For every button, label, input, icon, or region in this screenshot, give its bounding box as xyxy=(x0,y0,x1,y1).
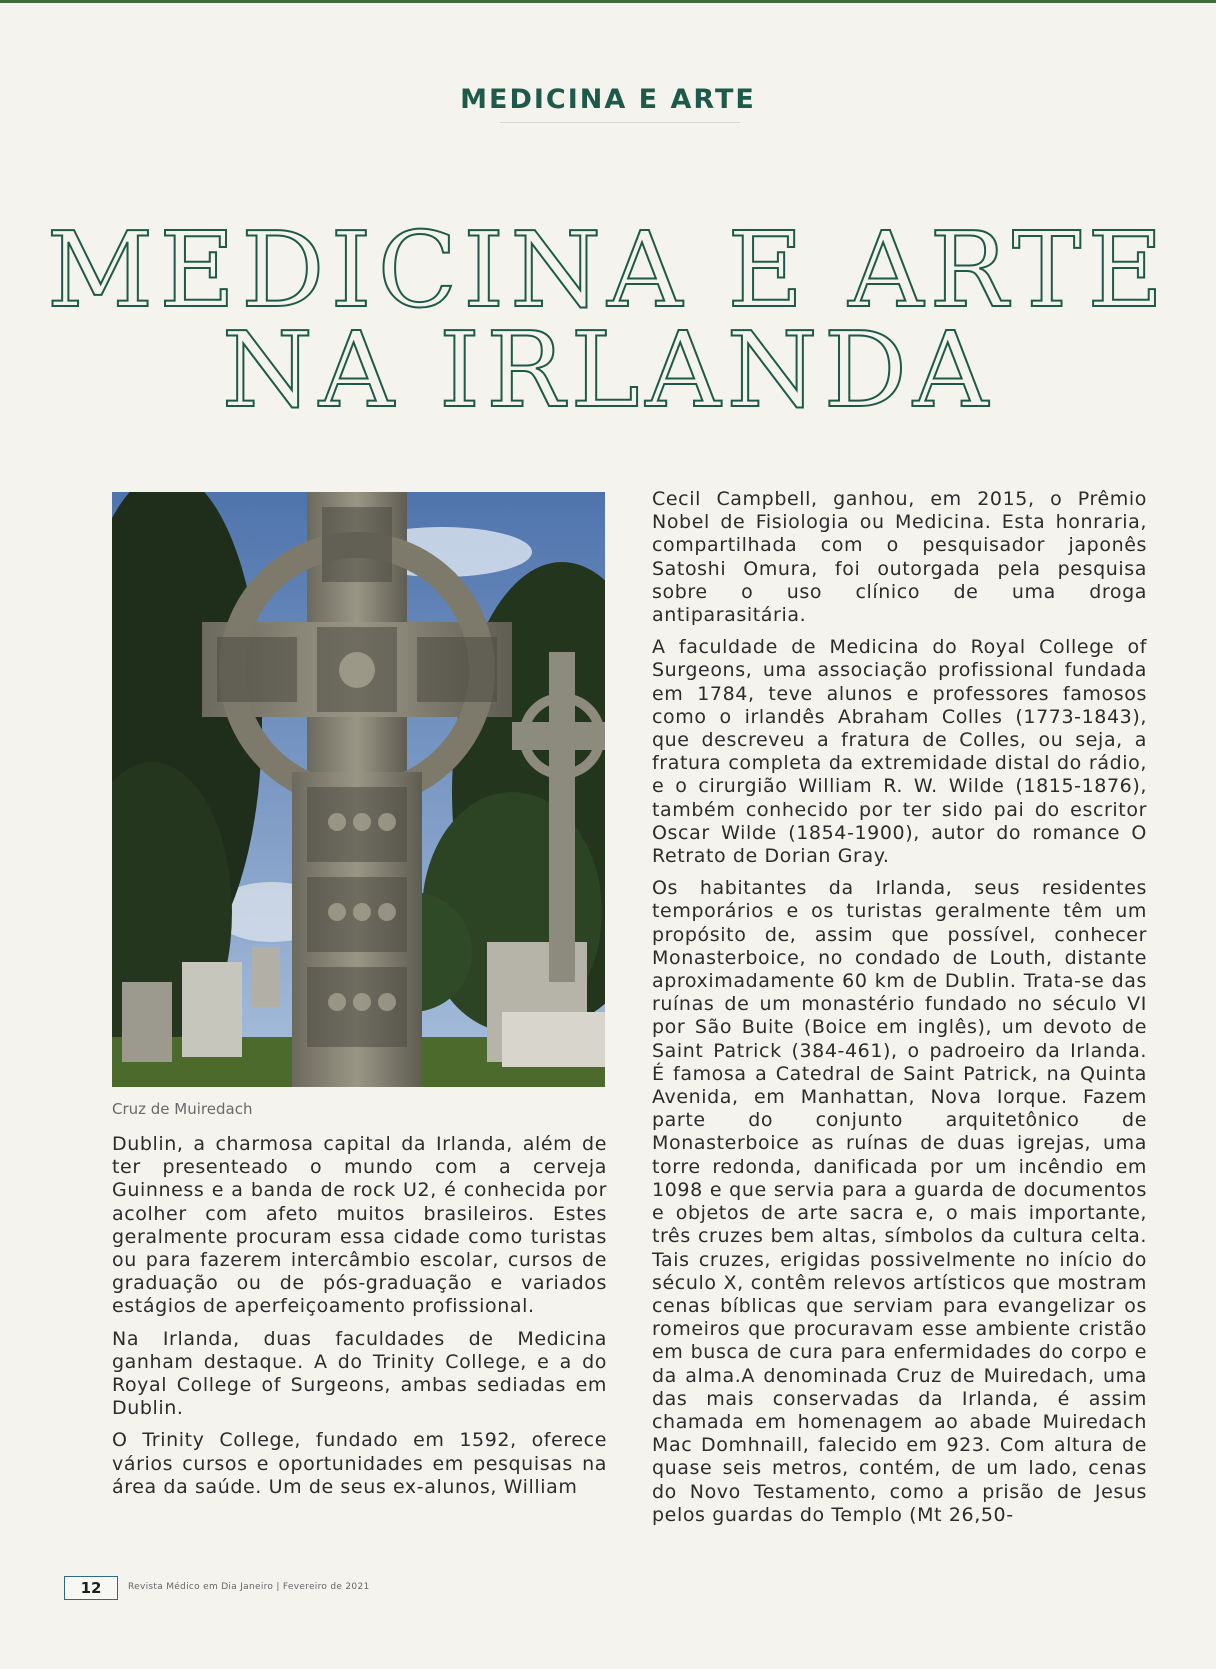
article-title xyxy=(0,209,1216,431)
paragraph: O Trinity College, fundado em 1592, oferece vários cursos e oportunidades em pesquisas na área da saúde. Um de seus ex-alunos, William xyxy=(112,1429,607,1498)
section-divider xyxy=(500,122,740,123)
section-label: MEDICINA E ARTE xyxy=(460,84,756,115)
page-number: 12 xyxy=(64,1576,118,1600)
paragraph: Na Irlanda, duas faculdades de Medicina ganham destaque. A do Trinity College, e a do Royal College of Surgeons, ambas sediadas em Dublin. xyxy=(112,1327,607,1420)
article-title-line-1: MEDICINA E ARTE xyxy=(46,209,1170,331)
paragraph: Dublin, a charmosa capital da Irlanda, além de ter presenteado o mundo com a cerveja Guinness e a banda de rock U2, é conhecida por acolher com afeto muitos brasileiros. Estes geralmente procuram essa cidade como turistas ou para fazerem intercâmbio escolar, cursos de graduação ou de pós-graduação e variados estágios de aperfeiçoamento profissional. xyxy=(112,1133,607,1318)
paragraph: Os habitantes da Irlanda, seus residentes temporários e os turistas geralmente têm um propósito de, assim que possível, conhecer Monasterboice, no condado de Louth, distante aproximadamente 60 km de Dublin. Trata-se das ruínas de um monastério fundado no século VI por São Buite (Boice em inglês), um devoto de Saint Patrick (384-461), o padroeiro da Irlanda. É famosa a Catedral de Saint Patrick, na Quinta Avenida, em Manhattan, Nova Iorque. Fazem parte do conjunto arquitetônico de Monasterboice as ruínas de duas igrejas, uma torre redonda, danificada por um incêndio em 1098 e que servia para a guarda de documentos e objetos de arte sacra e, o mais importante, três cruzes bem altas, símbolos da cultura celta. Tais cruzes, erigidas possivelmente no início do século X, contêm relevos artísticos que mostram cenas bíblicas que serviam para evangelizar os romeiros que procuravam esse ambiente cristão em busca de cura para enfermidades do corpo e da alma.A denominada Cruz de Muiredach, uma das mais conservadas da Irlanda, é assim chamada em homenagem ao abade Muiredach Mac Domhnaill, falecido em 923. Com altura de quase seis metros, contém, de um lado, cenas do Novo Testamento, como a prisão de Jesus pelos guardas do Templo (Mt 26,50- xyxy=(652,877,1147,1526)
paragraph: A faculdade de Medicina do Royal College of Surgeons, uma associação profissional fundada em 1784, teve alunos e professores famosos como o irlandês Abraham Colles (1773-1843), que descreveu a fratura de Colles, ou seja, a fratura completa da extremidade distal do rádio, e o cirurgião William R. W. Wilde (1815-1876), também conhecido por ter sido pai do escritor Oscar Wilde (1854-1900), autor do romance O Retrato de Dorian Gray. xyxy=(652,636,1147,868)
top-accent-line xyxy=(0,0,1216,3)
celtic-cross-photo xyxy=(112,492,605,1087)
figure-caption: Cruz de Muiredach xyxy=(112,1100,253,1118)
right-column xyxy=(652,488,1147,1536)
paragraph: Cecil Campbell, ganhou, em 2015, o Prêmio Nobel de Fisiologia ou Medicina. Esta honraria, compartilhada com o pesquisador japonês Satoshi Omura, foi outorgada pela pesquisa sobre o uso clínico de uma droga antiparasitária. xyxy=(652,488,1147,627)
article-title-line-2: NA IRLANDA xyxy=(221,309,995,431)
publication-info: Revista Médico em Dia Janeiro | Fevereiro de 2021 xyxy=(128,1582,370,1592)
left-column xyxy=(112,1133,607,1508)
